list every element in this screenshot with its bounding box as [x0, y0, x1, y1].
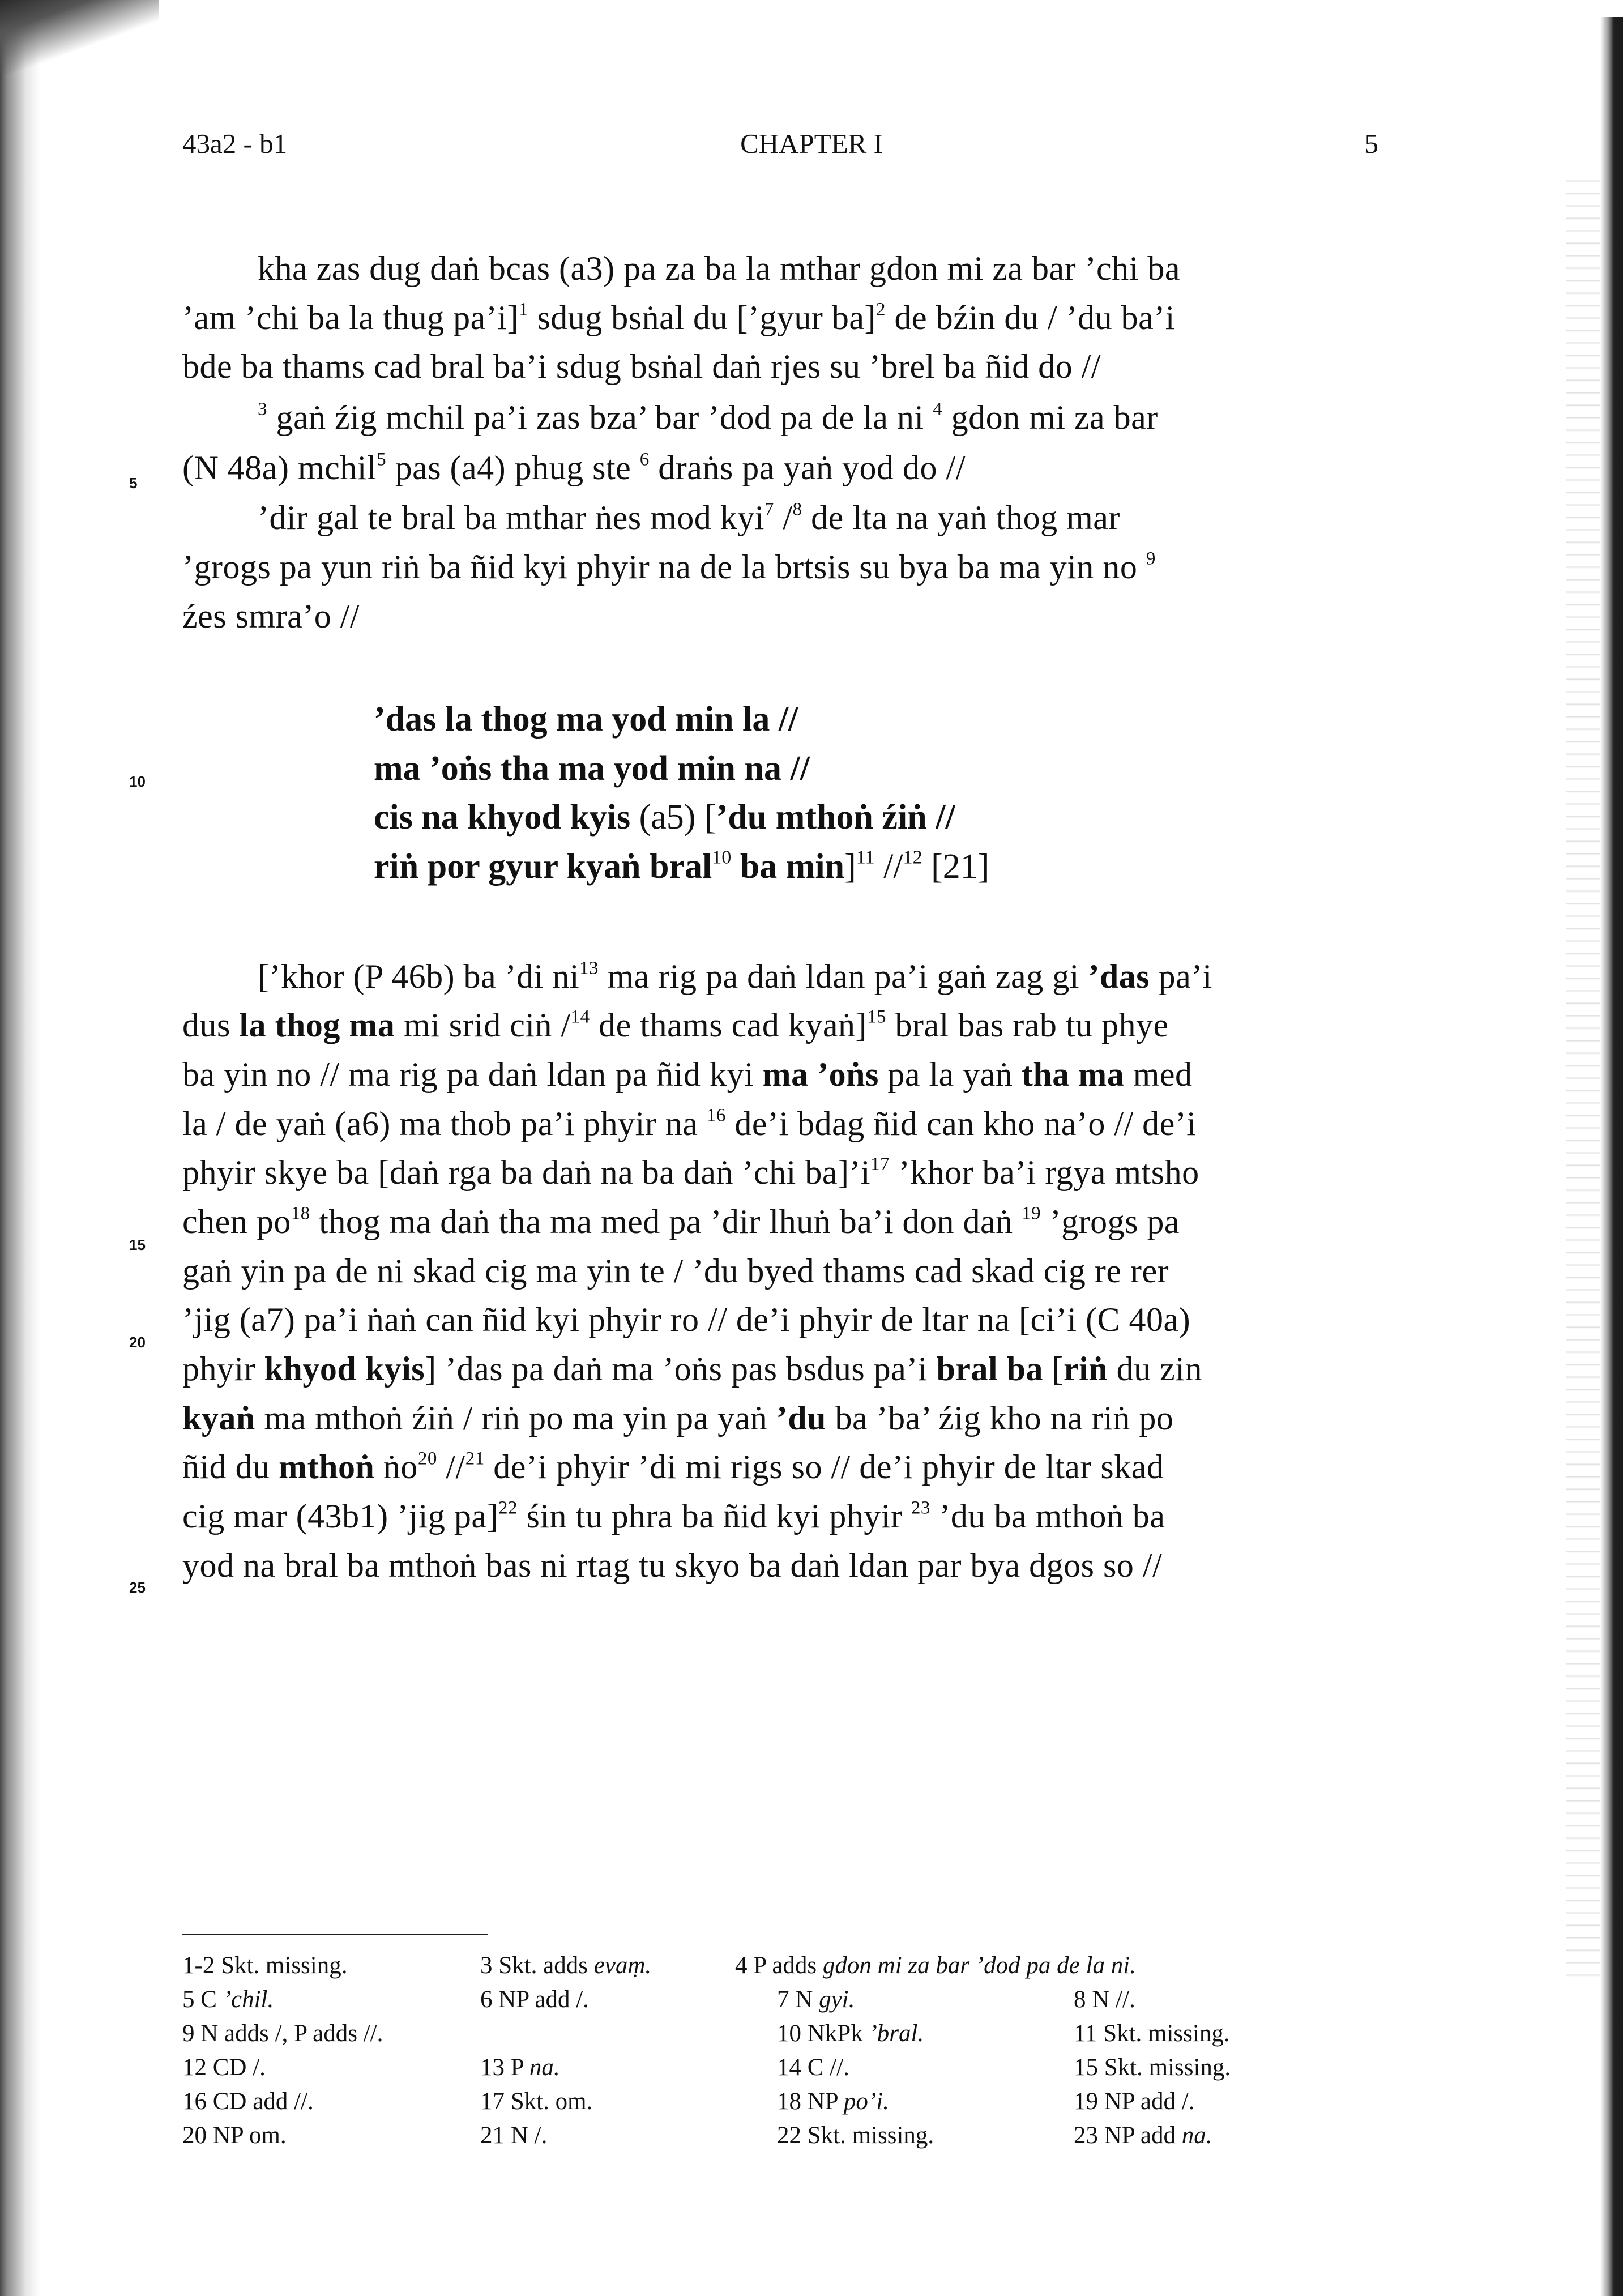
footnote: 3 Skt. adds evaṃ. — [480, 1952, 652, 1979]
line-number-25: 25 — [129, 1579, 146, 1596]
footnote: 21 N /. — [480, 2122, 548, 2149]
footnote: 23 NP add na. — [1074, 2122, 1212, 2149]
verse-line: ’das la thog ma yod min la // — [374, 700, 798, 739]
footnote: 7 N gyi. — [777, 1986, 855, 2013]
scan-corner-fold — [0, 0, 159, 74]
footnote: 17 Skt. om. — [480, 2088, 593, 2115]
text-line: ñid du mthoṅ ṅo$^{20}$ //$^{21}$ de’i phyir ’di mi rigs so // de’i phyir de ltar skad — [182, 1448, 1164, 1486]
text-line: ’am ’chi ba la thug pa’i]$^1$ sdug bsṅal du [’gyur ba]$^2$ de bźin du / ’du ba’i — [182, 299, 1175, 336]
footnote-rule — [182, 1934, 488, 1935]
verse-line: cis na khyod kyis (a5) [’du mthoṅ źiṅ // — [374, 798, 955, 837]
folio-range: 43a2 - b1 — [182, 128, 288, 159]
line-number-5: 5 — [129, 475, 138, 492]
text-line: $^3$ gaṅ źig mchil pa’i zas bza’ bar ’dod pa de la ni $^4$ gdon mi za bar — [258, 399, 1158, 436]
footnote: 15 Skt. missing. — [1074, 2054, 1231, 2081]
footnote: 18 NP po’i. — [777, 2088, 889, 2115]
footnote: 14 C //. — [777, 2054, 849, 2081]
scan-right-speckle — [1566, 170, 1600, 1982]
verse-line: ma ’oṅs tha ma yod min na // — [374, 749, 810, 788]
text-line: ’jig (a7) pa’i ṅaṅ can ñid kyi phyir ro // de’i phyir de ltar na [ci’i (C 40a) — [182, 1301, 1191, 1338]
page-number: 5 — [1364, 128, 1378, 159]
text-line: źes smra’o // — [182, 598, 360, 635]
text-line: phyir khyod kyis] ’das pa daṅ ma ’oṅs pas bsdus pa’i bral ba [riṅ du zin — [182, 1350, 1202, 1388]
text-line: bde ba thams cad bral ba’i sdug bsṅal daṅ rjes su ’brel ba ñid do // — [182, 348, 1101, 385]
footnote: 4 P adds gdon mi za bar ’dod pa de la ni. — [735, 1952, 1136, 1979]
footnote: 9 N adds /, P adds //. — [182, 2020, 383, 2047]
footnote: 16 CD add //. — [182, 2088, 314, 2115]
footnote: 19 NP add /. — [1074, 2088, 1195, 2115]
text-line: ba yin no // ma rig pa daṅ ldan pa ñid kyi ma ’oṅs pa la yaṅ tha ma med — [182, 1056, 1193, 1093]
text-line: (N 48a) mchil$^5$ pas (a4) phug ste $^6$ draṅs pa yaṅ yod do // — [182, 449, 966, 486]
chapter-title: CHAPTER I — [740, 128, 883, 159]
text-line: la / de yaṅ (a6) ma thob pa’i phyir na $^{16}$ de’i bdag ñid can kho na’o // de’i — [182, 1105, 1197, 1142]
text-line: kyaṅ ma mthoṅ źiṅ / riṅ po ma yin pa yaṅ ’du ba ’ba’ źig kho na riṅ po — [182, 1399, 1174, 1437]
footnote: 8 N //. — [1074, 1986, 1135, 2013]
text-line: dus la thog ma mi srid ciṅ /$^{14}$ de thams cad kyaṅ]$^{15}$ bral bas rab tu phye — [182, 1006, 1169, 1044]
footnote: 11 Skt. missing. — [1074, 2020, 1230, 2047]
footnote: 1-2 Skt. missing. — [182, 1952, 348, 1979]
text-line: cig mar (43b1) ’jig pa]$^{22}$ śin tu phra ba ñid kyi phyir $^{23}$ ’du ba mthoṅ ba — [182, 1497, 1165, 1535]
text-line: [’khor (P 46b) ba ’di $ni^{13}$ ma rig pa daṅ ldan pa’i gaṅ zag gi ’das pa’i — [258, 958, 1212, 995]
footnote: 6 NP add /. — [480, 1986, 589, 2013]
line-number-10: 10 — [129, 773, 146, 790]
text-line: kha zas dug daṅ bcas (a3) pa za ba la mthar gdon mi za bar ’chi ba — [258, 250, 1180, 287]
text-line: chen $po^{18}$ thog ma daṅ tha ma med pa ’dir lhuṅ ba’i don daṅ $^{19}$ ’grogs pa — [182, 1203, 1180, 1240]
line-number-20: 20 — [129, 1334, 146, 1351]
text-line: yod na bral ba mthoṅ bas ni rtag tu skyo ba daṅ ldan par bya dgos so // — [182, 1547, 1163, 1584]
footnote: 12 CD /. — [182, 2054, 266, 2081]
text-line: phyir skye ba [daṅ rga ba daṅ na ba daṅ ’chi $ba]’i^{17}$ ’khor ba’i rgya mtsho — [182, 1154, 1199, 1191]
footnote: 5 C ’chil. — [182, 1986, 274, 2013]
text-line: ’grogs pa yun riṅ ba ñid kyi phyir na de la brtsis su bya ba ma yin no $^9$ — [182, 548, 1156, 586]
footnote: 22 Skt. missing. — [777, 2122, 934, 2149]
text-line: ’dir gal te bral ba mthar ṅes mod kyi$^7$ /$^8$ de lta na yaṅ thog mar — [258, 499, 1120, 536]
footnote: 10 NkPk ’bral. — [777, 2020, 924, 2047]
scan-right-edge-shadow — [1600, 17, 1623, 2296]
scan-left-edge-shadow — [0, 0, 40, 2296]
verse-line: riṅ por gyur kyaṅ bral$^{10}$ ba min]$^{11}$ //$^{12}$ [21] — [374, 847, 990, 886]
footnote: 20 NP om. — [182, 2122, 287, 2149]
footnote: 13 P na. — [480, 2054, 560, 2081]
line-number-15: 15 — [129, 1236, 146, 1253]
text-line: gaṅ yin pa de ni skad cig ma yin te / ’du byed thams cad skad cig re rer — [182, 1252, 1169, 1290]
